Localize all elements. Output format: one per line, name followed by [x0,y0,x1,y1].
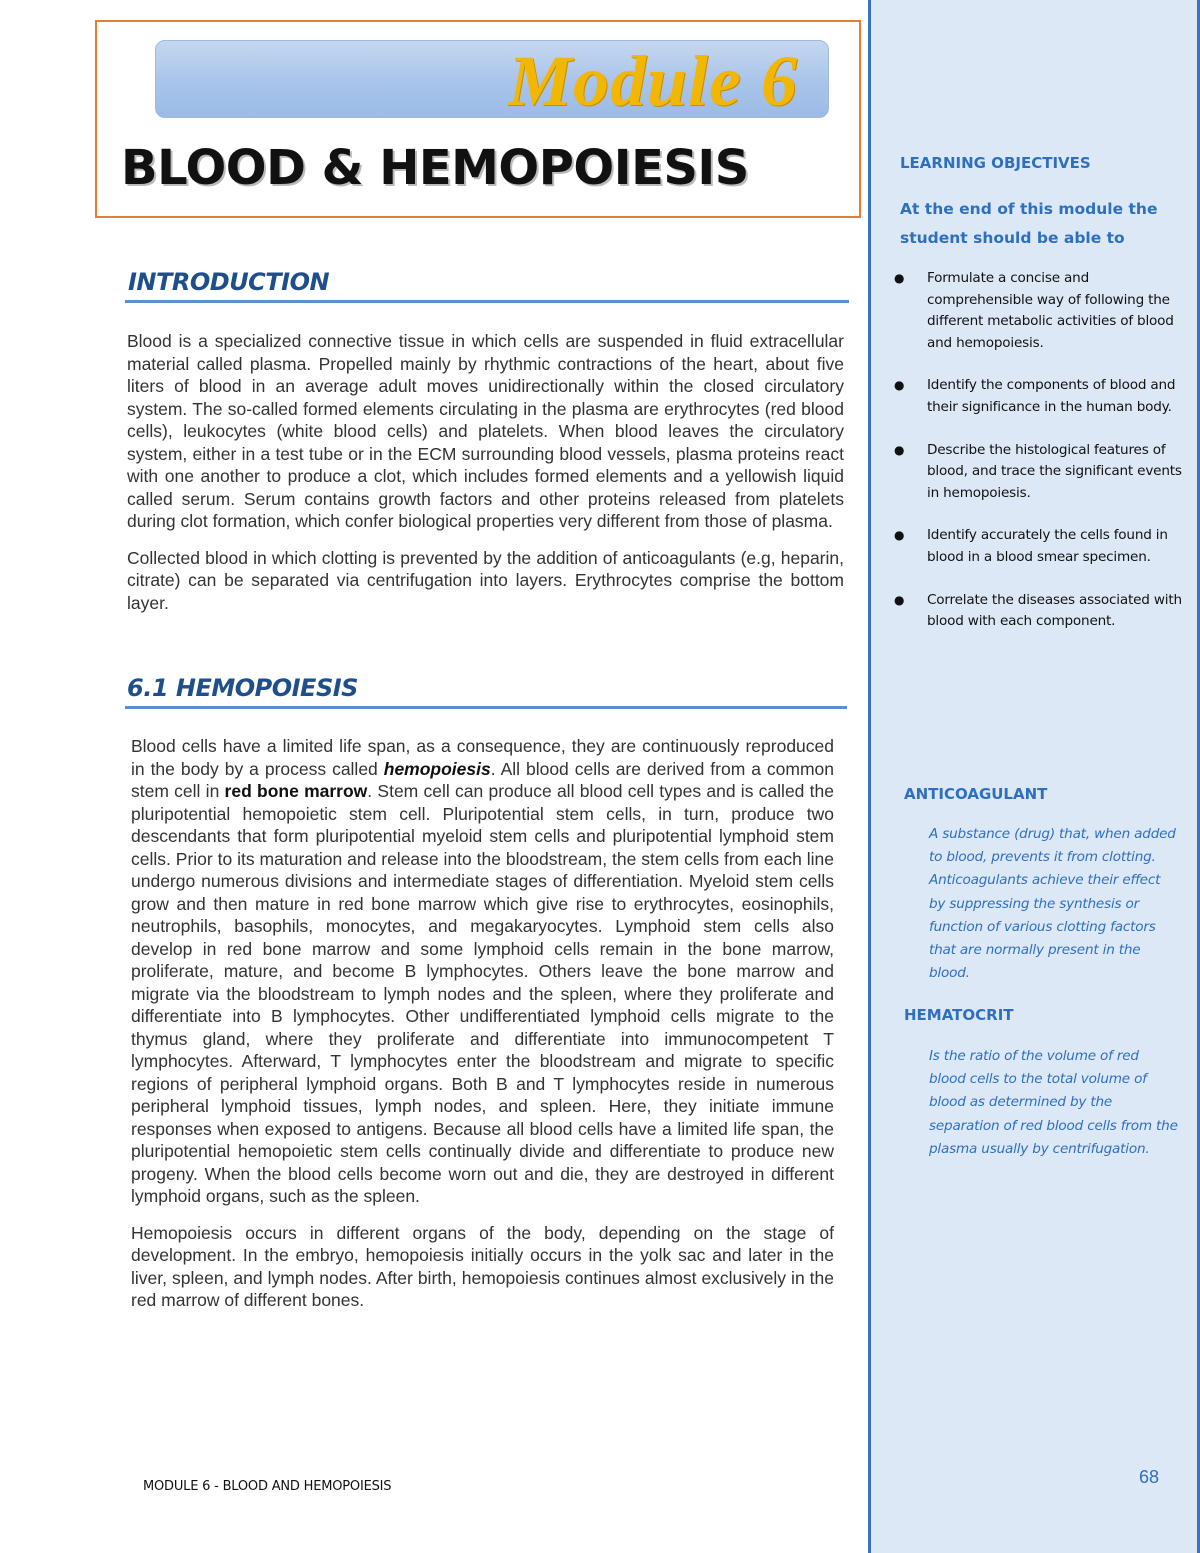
paragraph-text: . Stem cell can produce all blood cell types and is called the pluripotential hemopoietic stem cell. Pluripotential stem cells, in turn, produce two descendants that form pluripotential myeloid stem cells and pluripotential lymphoid stem cells. Prior to its maturation and release into the bloodstream, the stem cells from each line undergo numerous divisions and intermediate stages of differentiation. Myeloid stem cells grow and then mature in red bone marrow which give rise to erythrocytes, eosinophils, neutrophils, basophils, monocytes, and megakaryocytes. Lymphoid stem cells also develop in red bone marrow and some lymphoid cells remain in the bone marrow, proliferate, mature, and become B lymphocytes. Others leave the bone marrow and migrate via the bloodstream to lymph nodes and the spleen, where they proliferate and differentiate into B lymphocytes. Other undifferentiated lymphoid cells migrate to the thymus gland, where they proliferate and differentiate into immunocompetent T lymphocytes. Afterward, T lymphocytes enter the bloodstream and migrate to specific regions of peripheral lymphoid organs. Both B and T lymphocytes reside in numerous peripheral lymphoid tissues, lymph nodes, and spleen. Here, they initiate immune responses when exposed to antigens. Because all blood cells have a limited life span, the pluripotential hemopoietic stem cells continually divide and differentiate to produce new progeny. When the blood cells become worn out and die, they are destroyed in different lymphoid organs, such as the spleen. [131,781,834,1206]
objective-text: Identify the components of blood and their significance in the human body. [927,377,1176,415]
bullet-icon: ● [894,271,905,285]
introduction-paragraph-1: Blood is a specialized connective tissue in which cells are suspended in fluid extracellular material called plasma. Propelled mainly by rhythmic contractions of the heart, about five liters of blood in an average adult moves unidirectionally within the closed circulatory system. The so-called formed elements circulating in the plasma are erythrocytes (red blood cells), leukocytes (white blood cells) and platelets. When blood leaves the circulatory system, either in a test tube or in the ECM surrounding blood vessels, plasma proteins react with one another to produce a clot, which includes formed elements and a yellowish liquid called serum. Serum contains growth factors and other proteins released from platelets during clot formation, which confer biological properties very different from those of plasma. [127,331,844,531]
list-item [891,590,1191,633]
anticoagulant-definition: A substance (drug) that, when added to blood, prevents it from clotting. Anticoagulants achieve their effect by suppressing the synthesis or function of various clotting factors that are normally present in the blood. [929,826,1176,982]
list-item [891,268,1191,354]
introduction-heading: INTRODUCTION [128,268,330,296]
list-item [891,440,1191,505]
hemopoiesis-paragraph-1 [131,735,834,1208]
paragraph-text: Blood cells have a limited life span, as a consequence, they are continuously reproduced in the body by a process called [131,736,834,779]
hematocrit-definition: Is the ratio of the volume of red blood cells to the total volume of blood as determined by the separation of red blood cells from the plasma usually by centrifugation. [929,1048,1178,1157]
bullet-icon: ● [894,592,905,607]
list-item [891,375,1191,418]
introduction-body [127,330,844,628]
module-label: Module 6 [507,41,798,121]
bullet-icon: ● [894,378,905,393]
objective-text: Describe the histological features of blood, and trace the significant events in hemopoiesis. [927,441,1182,501]
list-item [891,525,1191,568]
paragraph-text: . All blood cells are derived from a common stem cell in [131,758,835,801]
module-banner [155,40,829,121]
title-box [95,20,861,218]
main-title: BLOOD & HEMOPOIESIS [121,140,749,196]
hemopoiesis-paragraph-2: Hemopoiesis occurs in different organs of the body, depending on the stage of development. In the embryo, hemopoiesis initially occurs in the yolk sac and later in the liver, spleen, and lymph nodes. After birth, hemopoiesis continues almost exclusively in the red marrow of different bones. [131,1222,834,1310]
hemopoiesis-heading: 6.1 HEMOPOIESIS [127,674,358,702]
introduction-paragraph-2: Collected blood in which clotting is prevented by the addition of anticoagulants (e.g, heparin, citrate) can be separated via centrifugation into layers. Erythrocytes comprise the bottom layer. [127,547,844,613]
objective-text: Identify accurately the cells found in blood in a blood smear specimen. [927,527,1168,565]
learning-objectives-list [891,268,1191,654]
term-red-bone-marrow: red bone marrow [224,781,368,801]
learning-objectives-title: LEARNING OBJECTIVES [900,154,1091,172]
objective-text: Correlate the diseases associated with blood with each component. [927,591,1182,630]
hematocrit-title: HEMATOCRIT [904,1006,1014,1024]
bullet-icon: ● [894,528,905,543]
term-hemopoiesis: hemopoiesis [383,758,491,779]
hemopoiesis-body [131,735,834,1326]
learning-objectives-intro: At the end of this module the student should be able to [900,200,1158,247]
page-number: 68 [1139,1467,1160,1487]
objective-text: Formulate a concise and comprehensible way of following the different metabolic activities of blood and hemopoiesis. [927,270,1174,351]
bullet-icon: ● [894,442,905,457]
sidebar [868,0,1200,1553]
page-footer: MODULE 6 - BLOOD AND HEMOPOIESIS [143,1479,392,1494]
anticoagulant-title: ANTICOAGULANT [904,785,1048,803]
hemopoiesis-rule [125,706,847,709]
introduction-rule [125,300,849,303]
